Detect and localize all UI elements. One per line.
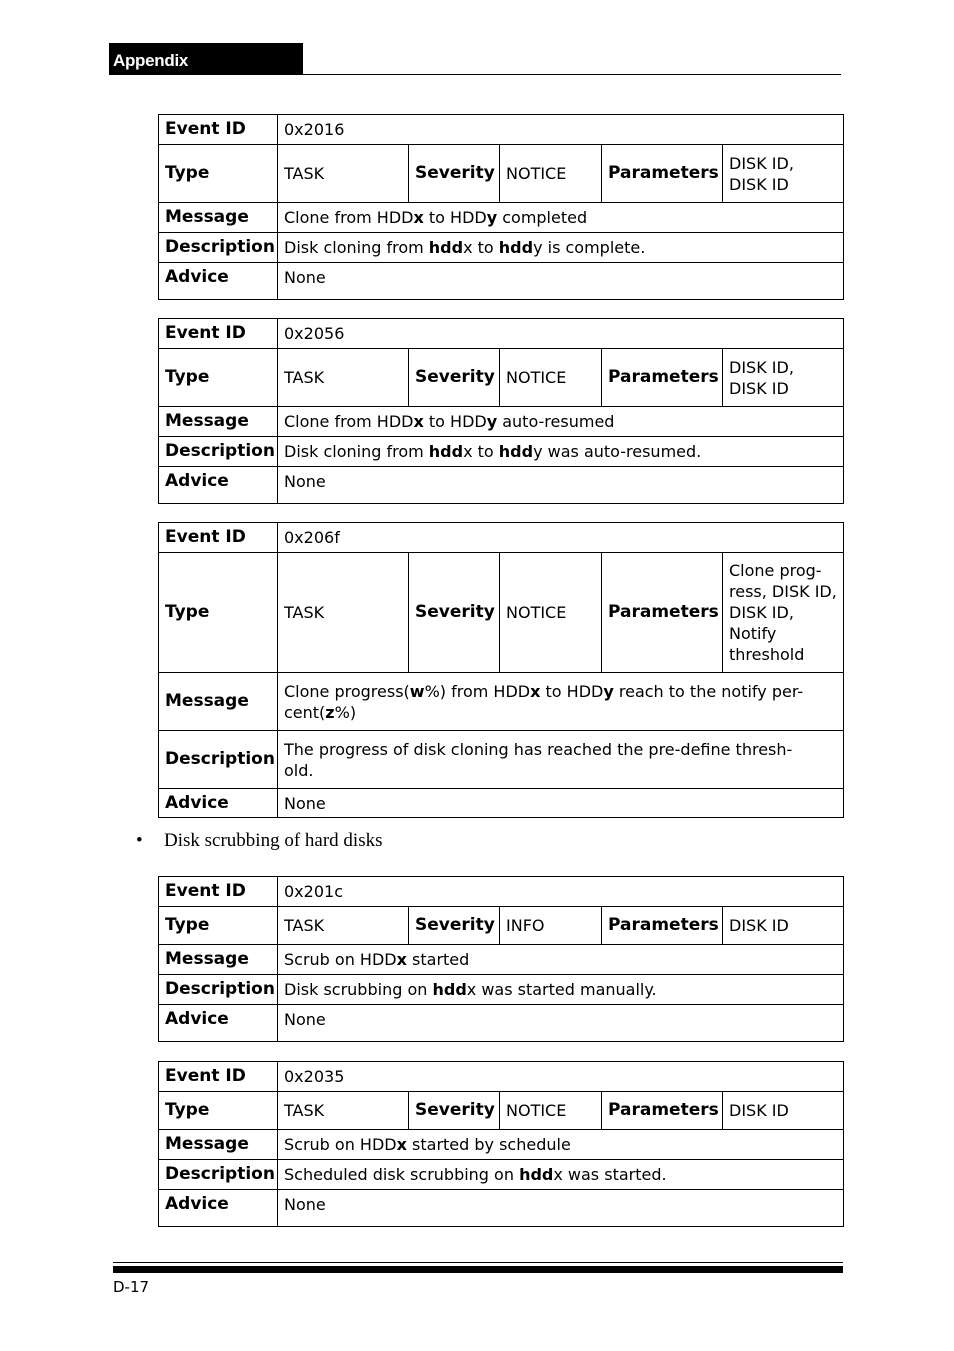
- description-value: [278, 731, 844, 789]
- parameter-line: threshold: [729, 645, 805, 664]
- advice-value: None: [278, 467, 844, 504]
- description-text: Disk scrubbing on: [284, 980, 433, 999]
- page-number: D-17: [113, 1278, 150, 1296]
- event-id-value: 0x2056: [278, 319, 844, 349]
- message-value: [278, 1130, 844, 1160]
- message-text: to HDD: [540, 681, 604, 701]
- parameters-label: Parameters: [602, 1092, 723, 1130]
- message-label: Message: [159, 673, 278, 731]
- description-text: old.: [284, 760, 314, 780]
- severity-label: Severity: [409, 1092, 500, 1130]
- type-value: TASK: [278, 349, 409, 407]
- event-id-label: Event ID: [159, 523, 278, 553]
- message-value: [278, 945, 844, 975]
- description-label: Description: [159, 233, 278, 263]
- message-value: [278, 407, 844, 437]
- description-label: Description: [159, 731, 278, 789]
- message-label: Message: [159, 1130, 278, 1160]
- parameters-label: Parameters: [602, 907, 723, 945]
- event-id-value: 0x2016: [278, 115, 844, 145]
- parameters-label: Parameters: [602, 349, 723, 407]
- event-id-label: Event ID: [159, 877, 278, 907]
- event-id-value: 0x2035: [278, 1062, 844, 1092]
- severity-value: NOTICE: [500, 1092, 602, 1130]
- description-label: Description: [159, 437, 278, 467]
- advice-value: None: [278, 789, 844, 818]
- severity-label: Severity: [409, 907, 500, 945]
- advice-label: Advice: [159, 1005, 278, 1042]
- severity-value: NOTICE: [500, 349, 602, 407]
- event-id-value: 0x201c: [278, 877, 844, 907]
- message-bold: y: [603, 681, 614, 701]
- message-text: auto-resumed: [497, 412, 615, 431]
- bullet-dot-icon: •: [136, 830, 143, 851]
- message-bold: w: [409, 681, 425, 701]
- severity-label: Severity: [409, 145, 500, 203]
- parameters-value: [723, 553, 844, 673]
- message-text: started: [406, 950, 470, 969]
- severity-value: INFO: [500, 907, 602, 945]
- message-bold: x: [413, 412, 424, 431]
- message-text: cent(: [284, 702, 326, 722]
- description-text: x was started.: [553, 1165, 667, 1184]
- type-label: Type: [159, 145, 278, 203]
- parameter-line: DISK ID: [729, 378, 789, 398]
- message-bold: y: [486, 412, 498, 431]
- advice-value: None: [278, 263, 844, 300]
- message-bold: x: [413, 208, 424, 227]
- parameter-line: Clone prog-: [729, 561, 822, 580]
- event-table: [158, 522, 844, 818]
- description-bold: hdd: [519, 1165, 554, 1184]
- description-bold: hdd: [498, 442, 534, 461]
- event-table: [158, 1061, 844, 1227]
- description-text: The progress of disk cloning has reached the pre-define thresh-: [284, 739, 793, 759]
- description-value: [278, 975, 844, 1005]
- event-table: [158, 876, 844, 1042]
- message-value: [278, 203, 844, 233]
- description-text: Scheduled disk scrubbing on: [284, 1165, 520, 1184]
- parameters-label: Parameters: [602, 553, 723, 673]
- message-bold: x: [396, 1135, 407, 1154]
- type-label: Type: [159, 553, 278, 673]
- severity-label: Severity: [409, 349, 500, 407]
- advice-label: Advice: [159, 263, 278, 300]
- parameters-value: [723, 1092, 844, 1130]
- advice-value: None: [278, 1005, 844, 1042]
- header-rule: [109, 74, 841, 75]
- footer-rule-thick: [113, 1266, 843, 1273]
- event-id-value: 0x206f: [278, 523, 844, 553]
- parameter-line: DISK ID,: [729, 603, 794, 622]
- advice-label: Advice: [159, 789, 278, 818]
- message-text: reach to the notify per-: [613, 681, 804, 701]
- event-table: [158, 114, 844, 300]
- parameters-value: [723, 907, 844, 945]
- description-text: x to: [463, 442, 499, 461]
- footer-rule-thin: [113, 1262, 843, 1263]
- message-text: %): [334, 702, 357, 722]
- description-label: Description: [159, 975, 278, 1005]
- parameters-value: [723, 145, 844, 203]
- type-value: TASK: [278, 553, 409, 673]
- message-text: Clone from HDD: [284, 412, 414, 431]
- description-text: y is complete.: [533, 238, 646, 257]
- parameters-label: Parameters: [602, 145, 723, 203]
- description-bold: hdd: [428, 442, 464, 461]
- message-text: started by schedule: [406, 1135, 571, 1154]
- description-text: y was auto-resumed.: [533, 442, 702, 461]
- description-bold: hdd: [428, 238, 464, 257]
- description-text: x to: [463, 238, 499, 257]
- parameters-value: [723, 349, 844, 407]
- severity-label: Severity: [409, 553, 500, 673]
- type-label: Type: [159, 907, 278, 945]
- advice-value: None: [278, 1190, 844, 1227]
- parameter-line: ress, DISK ID,: [729, 582, 837, 601]
- description-bold: hdd: [498, 238, 534, 257]
- event-id-label: Event ID: [159, 1062, 278, 1092]
- message-text: Scrub on HDD: [284, 950, 397, 969]
- parameter-line: DISK ID,: [729, 357, 794, 377]
- message-label: Message: [159, 407, 278, 437]
- message-text: to HDD: [423, 412, 487, 431]
- message-text: Scrub on HDD: [284, 1135, 397, 1154]
- event-table: [158, 318, 844, 504]
- message-value: [278, 673, 844, 731]
- bullet-text: Disk scrubbing of hard disks: [164, 830, 383, 851]
- message-label: Message: [159, 203, 278, 233]
- message-bold: y: [486, 208, 498, 227]
- description-text: Disk cloning from: [284, 442, 429, 461]
- parameter-line: Notify: [729, 624, 777, 643]
- type-label: Type: [159, 349, 278, 407]
- advice-label: Advice: [159, 1190, 278, 1227]
- advice-label: Advice: [159, 467, 278, 504]
- description-text: x was started manually.: [466, 980, 657, 999]
- message-text: %) from HDD: [424, 681, 531, 701]
- description-text: Disk cloning from: [284, 238, 429, 257]
- message-text: Clone from HDD: [284, 208, 414, 227]
- parameter-line: DISK ID: [729, 1101, 789, 1120]
- message-label: Message: [159, 945, 278, 975]
- message-text: Clone progress(: [284, 681, 410, 701]
- event-id-label: Event ID: [159, 319, 278, 349]
- severity-value: NOTICE: [500, 145, 602, 203]
- message-bold: x: [530, 681, 541, 701]
- bullet-item: [136, 830, 382, 852]
- description-bold: hdd: [432, 980, 467, 999]
- description-value: [278, 437, 844, 467]
- message-text: to HDD: [423, 208, 487, 227]
- parameter-line: DISK ID,: [729, 153, 794, 173]
- description-label: Description: [159, 1160, 278, 1190]
- section-header-tab: Appendix: [109, 43, 303, 75]
- message-bold: x: [396, 950, 407, 969]
- message-text: completed: [497, 208, 588, 227]
- message-bold: z: [325, 702, 335, 722]
- description-value: [278, 233, 844, 263]
- severity-value: NOTICE: [500, 553, 602, 673]
- event-id-label: Event ID: [159, 115, 278, 145]
- parameter-line: DISK ID: [729, 174, 789, 194]
- type-value: TASK: [278, 145, 409, 203]
- parameter-line: DISK ID: [729, 916, 789, 935]
- type-label: Type: [159, 1092, 278, 1130]
- description-value: [278, 1160, 844, 1190]
- type-value: TASK: [278, 1092, 409, 1130]
- type-value: TASK: [278, 907, 409, 945]
